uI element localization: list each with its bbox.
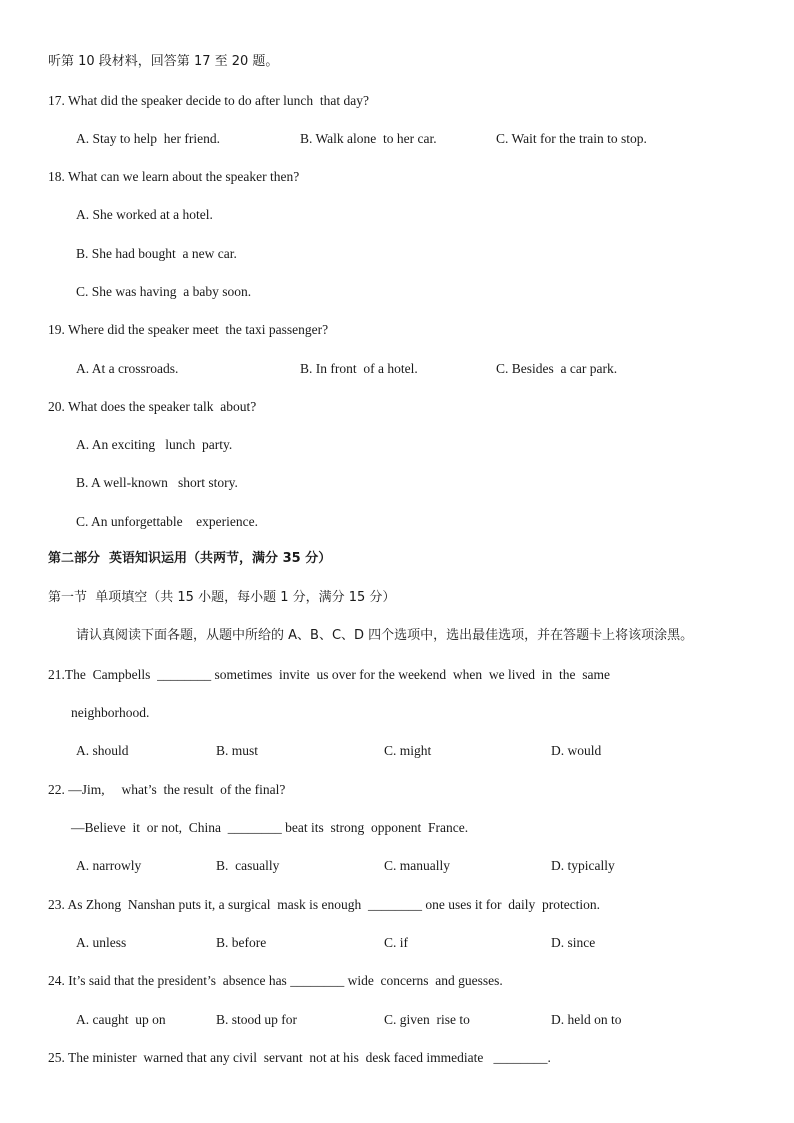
option-17b: B. Walk alone to her car. [300,131,437,146]
option-19b: B. In front of a hotel. [300,361,418,376]
option-22c: C. manually [384,858,450,873]
question-22-cont: —Believe it or not, China ________ beat its strong opponent France. [71,820,469,835]
option-18b: B. She had bought a new car. [76,246,237,261]
option-23b: B. before [216,935,267,950]
option-17a: A. Stay to help her friend. [76,131,220,146]
question-22: 22. —Jim, what’s the result of the final? [48,782,286,797]
option-20a: A. An exciting lunch party. [76,437,233,452]
option-20c: C. An unforgettable experience. [76,514,258,529]
question-24: 24. It’s said that the president’s absence has ________ wide concerns and guesses. [48,973,503,988]
option-22d: D. typically [551,858,615,873]
question-21: 21.The Campbells ________ sometimes invite us over for the weekend when we lived in the same [48,667,611,682]
question-23: 23. As Zhong Nanshan puts it, a surgical mask is enough ________ one uses it for daily protection. [48,897,601,912]
option-24d: D. held on to [551,1012,622,1027]
option-22a: A. narrowly [76,858,142,873]
option-18a: A. She worked at a hotel. [76,207,213,222]
question-19: 19. Where did the speaker meet the taxi passenger? [48,322,329,337]
option-23a: A. unless [76,935,127,950]
section-intro: 听第 10 段材料，回答第 17 至 20 题。 [48,54,279,69]
option-22b: B. casually [216,858,280,873]
question-18: 18. What can we learn about the speaker then? [48,169,300,184]
option-20b: B. A well-known short story. [76,475,238,490]
instruction: 请认真阅读下面各题，从题中所给的 A、B、C、D 四个选项中，选出最佳选项，并在答题卡上将该项涂黑。 [76,628,694,643]
question-21-cont: neighborhood. [71,705,150,720]
section1-title: 第一节 单项填空（共 15 小题，每小题 1 分，满分 15 分） [48,590,396,605]
question-20: 20. What does the speaker talk about? [48,399,257,414]
option-21a: A. should [76,743,129,758]
option-23c: C. if [384,935,409,950]
question-17: 17. What did the speaker decide to do after lunch that day? [48,93,370,108]
option-24b: B. stood up for [216,1012,297,1027]
question-25: 25. The minister warned that any civil servant not at his desk faced immediate ________. [48,1050,551,1065]
option-24c: C. given rise to [384,1012,470,1027]
option-24a: A. caught up on [76,1012,166,1027]
option-17c: C. Wait for the train to stop. [496,131,647,146]
option-21b: B. must [216,743,259,758]
part2-title: 第二部分 英语知识运用（共两节，满分 35 分） [48,551,332,566]
option-19c: C. Besides a car park. [496,361,618,376]
option-18c: C. She was having a baby soon. [76,284,252,299]
option-23d: D. since [551,935,596,950]
option-19a: A. At a crossroads. [76,361,179,376]
option-21c: C. might [384,743,432,758]
option-21d: D. would [551,743,602,758]
